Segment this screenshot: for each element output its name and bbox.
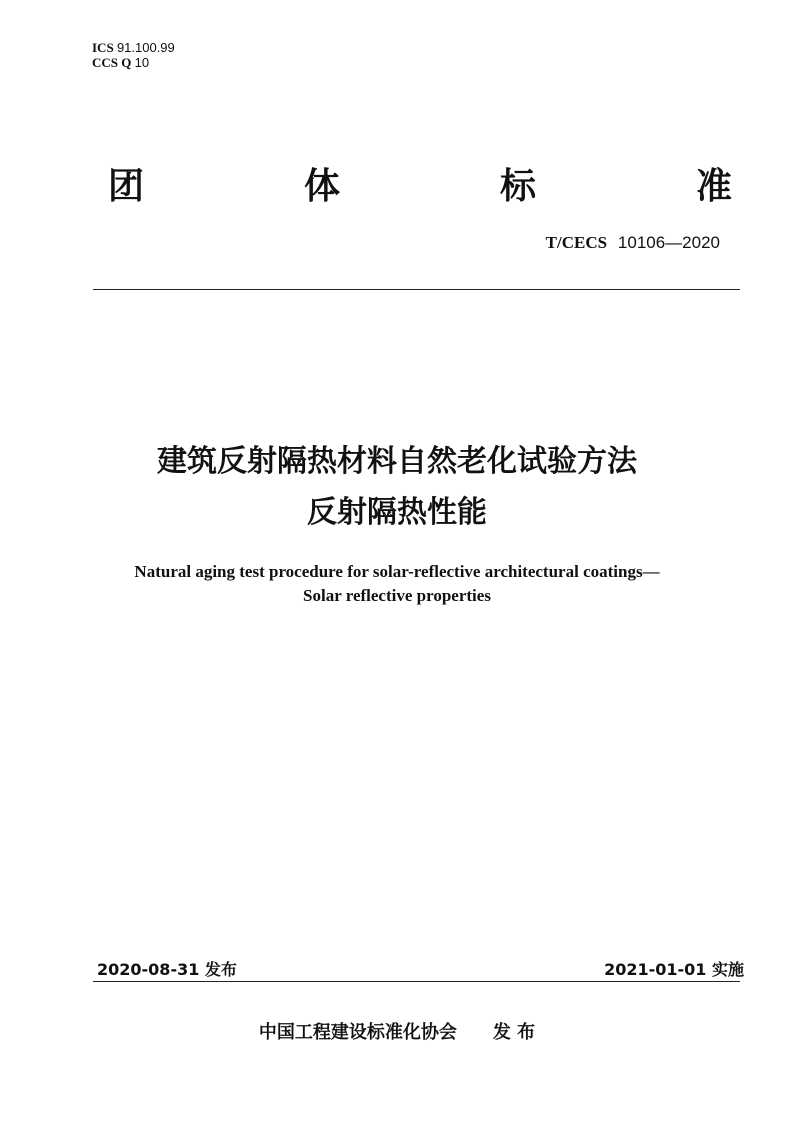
heading-char: 准 xyxy=(695,166,732,207)
standard-code xyxy=(546,233,720,253)
title-cn-line1: 建筑反射隔热材料自然老化试验方法 xyxy=(157,444,637,479)
ics-code xyxy=(92,40,175,55)
publish-action: 发 布 xyxy=(492,1022,536,1043)
title-en-line1: Natural aging test procedure for solar-reflective architectural coatings— xyxy=(134,562,660,581)
ics-value: 91.100.99 xyxy=(116,40,175,55)
publisher-name: 中国工程建设标准化协会 xyxy=(258,1022,457,1043)
top-divider xyxy=(93,289,740,290)
ccs-label: CCS Q xyxy=(92,55,132,70)
ccs-code xyxy=(92,55,175,70)
heading-char: 体 xyxy=(303,166,340,207)
code-number: 10106—2020 xyxy=(617,233,720,252)
standard-type-heading xyxy=(108,158,732,209)
title-cn-line2: 反射隔热性能 xyxy=(307,495,487,530)
code-prefix: T/CECS xyxy=(545,233,608,252)
ccs-value: 10 xyxy=(134,55,150,70)
ics-label: ICS xyxy=(92,40,114,55)
publisher xyxy=(0,1018,794,1044)
heading-char: 团 xyxy=(108,166,145,207)
implementation-date: 2021-01-01 实施 xyxy=(604,960,744,979)
classification-codes xyxy=(92,40,175,70)
heading-char: 标 xyxy=(499,166,536,207)
issue-date: 2020-08-31 发布 xyxy=(97,960,237,979)
title-en-line2: Solar reflective properties xyxy=(303,586,491,605)
bottom-divider xyxy=(93,981,740,982)
